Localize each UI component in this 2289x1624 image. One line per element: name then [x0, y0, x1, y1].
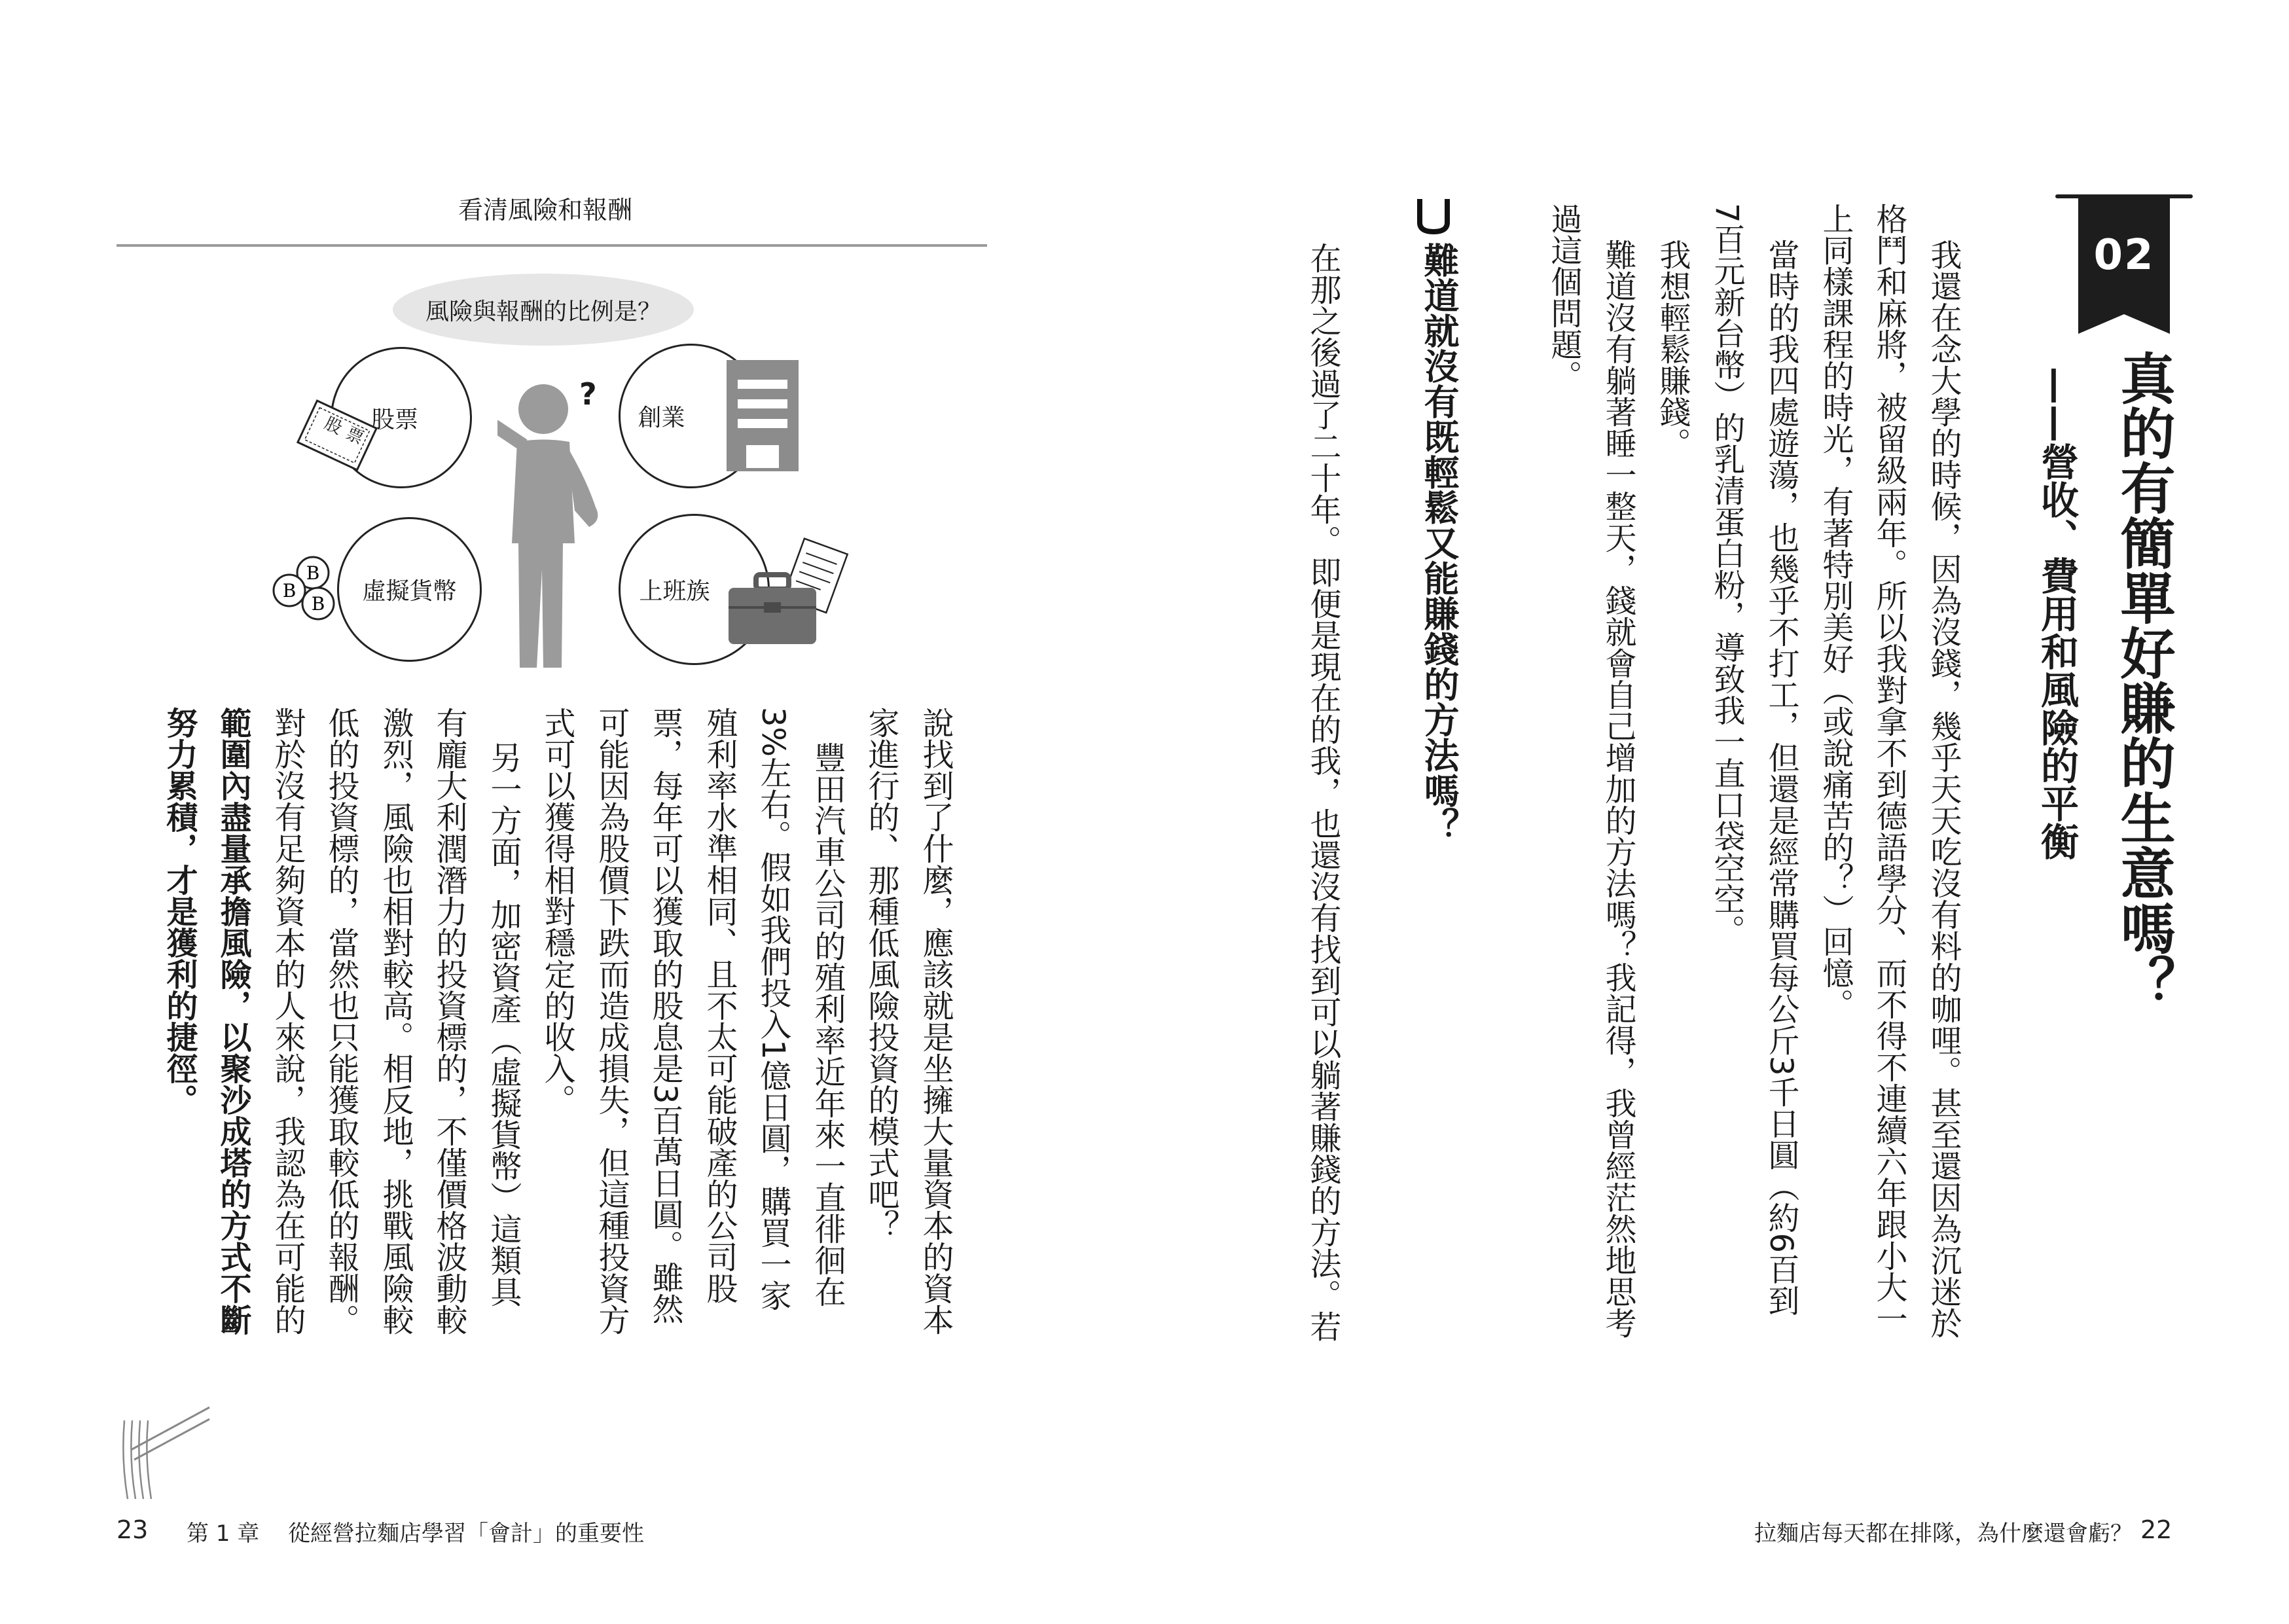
- left-paragraph-col-1: 說找到了什麼，應該就是坐擁大量資本的資本: [917, 707, 954, 1335]
- briefcase-icon: [723, 569, 821, 648]
- left-paragraph-col-5: 殖利率水準相同、且不太可能破產的公司股: [701, 707, 738, 1304]
- figure-rule: [117, 244, 987, 247]
- section-subtitle: ——營收、費用和風險的平衡: [2034, 367, 2079, 860]
- section-number-banner: [2078, 196, 2170, 314]
- paragraph-col-7: 難道沒有躺著睡一整天，錢就會自己增加的方法嗎？我記得，我曾經茫然地思考: [1600, 239, 1636, 1339]
- paragraph-after-heading: 在那之後過了二十年。即便是現在的我，也還沒有找到可以躺著賺錢的方法。若: [1305, 242, 1341, 1342]
- paragraph-col-2: 格鬥和麻將，被留級兩年。所以我對拿不到德語學分、而不得不連續六年跟小大一: [1871, 203, 1907, 1334]
- banner-icon: [2078, 308, 2170, 334]
- svg-text:B: B: [306, 562, 320, 584]
- left-paragraph-col-2: 家進行的、那種低風險投資的模式吧？: [863, 707, 899, 1241]
- left-paragraph-col-6: 票，每年可以獲取的股息是3百萬日圓。雖然: [647, 707, 683, 1324]
- left-paragraph-col-4: 3%左右。假如我們投入1億日圓，購買一家: [755, 707, 791, 1311]
- question-text: 風險與報酬的比例是？: [425, 298, 661, 325]
- paragraph-col-4: 當時的我四處遊蕩，也幾乎不打工，但還是經常購買每公斤3千日圓（約6百到: [1763, 239, 1799, 1316]
- crypto-label: 虛擬貨幣: [362, 578, 457, 605]
- left-paragraph-col-15: 努力累積，才是獲利的捷徑。: [161, 707, 198, 1115]
- left-paragraph-col-7: 可能因為股價下跌而造成損失，但這種投資方: [593, 707, 630, 1335]
- section-heading: 難道就沒有既輕鬆又能賺錢的方法嗎？: [1418, 242, 1460, 843]
- left-page-number: 23: [117, 1515, 149, 1544]
- chapter-title: 從經營拉麵店學習「會計」的重要性: [288, 1521, 644, 1547]
- paragraph-col-5: 7百元新台幣）的乳清蛋白粉，導致我一直口袋空空。: [1708, 203, 1745, 946]
- left-paragraph-col-14: 範圍內盡量承擔風險，以聚沙成塔的方式不斷: [215, 707, 251, 1335]
- section-number: 02: [2093, 231, 2155, 280]
- paragraph-col-8: 過這個問題。: [1545, 203, 1582, 391]
- employee-label: 上班族: [639, 578, 710, 605]
- left-paragraph-col-3: 豐田汽車公司的殖利率近年來一直徘徊在: [809, 742, 846, 1307]
- left-paragraph-col-8: 式可以獲得相對穩定的收入。: [539, 707, 575, 1115]
- chapter-label: 第 1 章: [187, 1521, 260, 1547]
- left-paragraph-col-10: 有龐大利潤潛力的投資標的，不僅價格波動較: [431, 707, 467, 1335]
- question-mark: ?: [579, 376, 597, 412]
- paragraph-col-1: 我還在念大學的時候，因為沒錢，幾乎天天吃沒有料的咖哩。甚至還因為沉迷於: [1925, 239, 1962, 1339]
- startup-label: 創業: [638, 405, 685, 431]
- coin-icon: [262, 550, 340, 628]
- running-title: 拉麵店每天都在排隊，為什麼還會虧？: [1754, 1521, 2133, 1547]
- paragraph-col-3: 上同樣課程的時光，有著特別美好（或說痛苦的？）回憶。: [1817, 203, 1854, 1020]
- crypto-bubble: [337, 517, 482, 662]
- section-title: 真的有簡單好賺的生意嗎？: [2112, 350, 2176, 1010]
- heading-marker-icon: [1417, 196, 1450, 236]
- person-icon: [497, 380, 628, 668]
- left-paragraph-col-13: 對於沒有足夠資本的人來說，我認為在可能的: [269, 707, 306, 1335]
- figure-title: 看清風險和報酬: [458, 196, 633, 225]
- left-paragraph-col-12: 低的投資標的，當然也只能獲取較低的報酬。: [323, 707, 359, 1335]
- noodles-icon: [111, 1401, 216, 1506]
- left-paragraph-col-11: 激烈，風險也相對較高。相反地，挑戰風險較: [377, 707, 414, 1335]
- right-page-number: 22: [2140, 1515, 2172, 1544]
- paragraph-col-6: 我想輕鬆賺錢。: [1654, 239, 1691, 459]
- stocks-label: 股票: [370, 406, 418, 433]
- question-bubble: [393, 274, 694, 346]
- svg-text:B: B: [311, 593, 325, 615]
- building-icon: [723, 357, 802, 475]
- left-paragraph-col-9: 另一方面，加密資產（虛擬貨幣）這類具: [485, 742, 522, 1307]
- stock-certificate-text: 股票: [321, 413, 372, 452]
- svg-text:B: B: [282, 580, 297, 602]
